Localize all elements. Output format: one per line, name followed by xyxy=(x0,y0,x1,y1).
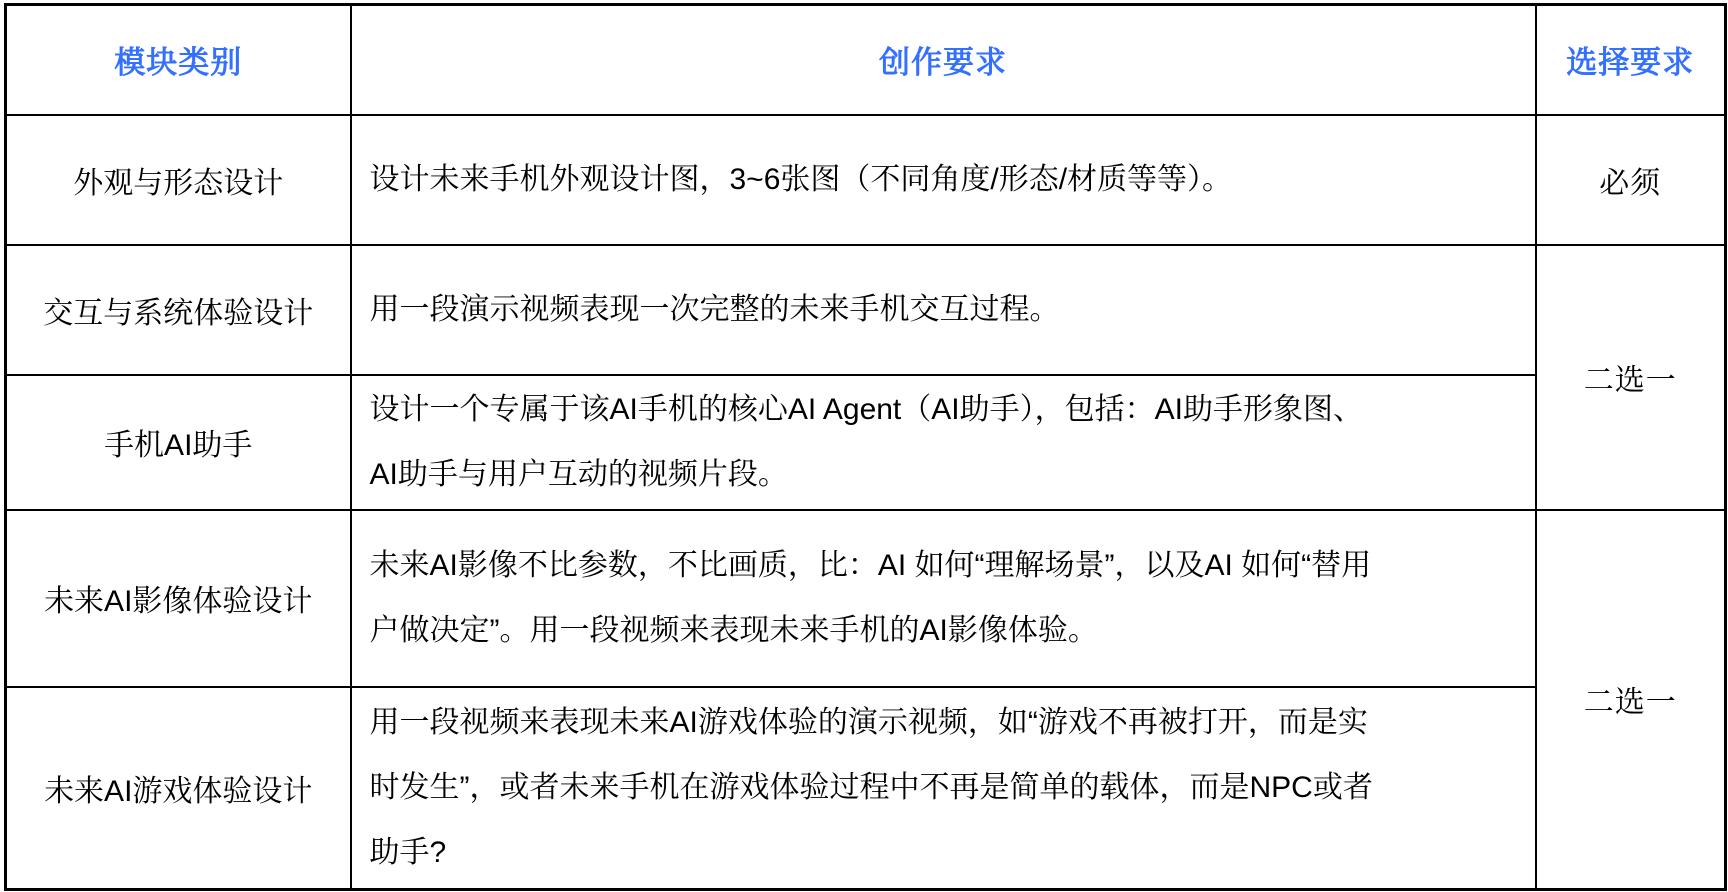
table-row xyxy=(6,510,1726,687)
requirement-cell xyxy=(351,687,1536,890)
requirement-line: 用一段演示视频表现一次完整的未来手机交互过程。 xyxy=(369,293,1060,326)
selection-cell: 必须 xyxy=(1536,115,1726,245)
requirement-line: 户做决定”。用一段视频来表现未来手机的AI影像体验。 xyxy=(369,614,1098,647)
selection-cell-merged: 二选一 xyxy=(1536,245,1726,510)
requirement-cell xyxy=(351,375,1536,510)
module-name-cell: 未来AI影像体验设计 xyxy=(6,510,351,687)
table-row xyxy=(6,375,1726,510)
header-module-category: 模块类别 xyxy=(6,5,351,115)
requirement-line: 时发生”，或者未来手机在游戏体验过程中不再是简单的载体，而是NPC或者 xyxy=(369,771,1373,805)
requirement-line: 设计未来手机外观设计图，3~6张图（不同角度/形态/材质等等）。 xyxy=(369,163,1233,196)
header-creation-requirement: 创作要求 xyxy=(351,5,1536,115)
module-name-cell: 外观与形态设计 xyxy=(6,115,351,245)
requirement-line: 未来AI影像不比参数，不比画质，比：AI 如何“理解场景”，以及AI 如何“替用 xyxy=(369,549,1372,582)
requirement-cell xyxy=(351,115,1536,245)
header-selection-requirement: 选择要求 xyxy=(1536,5,1726,115)
table-header-row xyxy=(6,5,1726,115)
requirement-line: 助手? xyxy=(369,836,447,870)
requirement-line: 设计一个专属于该AI手机的核心AI Agent（AI助手），包括：AI助手形象图、 xyxy=(369,393,1363,426)
requirement-line: AI助手与用户互动的视频片段。 xyxy=(369,458,788,491)
module-name-cell: 手机AI助手 xyxy=(6,375,351,510)
table-row xyxy=(6,245,1726,375)
table-row xyxy=(6,687,1726,890)
table-row xyxy=(6,115,1726,245)
requirement-cell xyxy=(351,510,1536,687)
selection-cell-merged: 二选一 xyxy=(1536,510,1726,890)
requirement-cell xyxy=(351,245,1536,375)
requirement-line: 用一段视频来表现未来AI游戏体验的演示视频，如“游戏不再被打开，而是实 xyxy=(369,706,1368,740)
module-name-cell: 交互与系统体验设计 xyxy=(6,245,351,375)
module-name-cell: 未来AI游戏体验设计 xyxy=(6,687,351,890)
module-requirements-table xyxy=(4,3,1727,891)
